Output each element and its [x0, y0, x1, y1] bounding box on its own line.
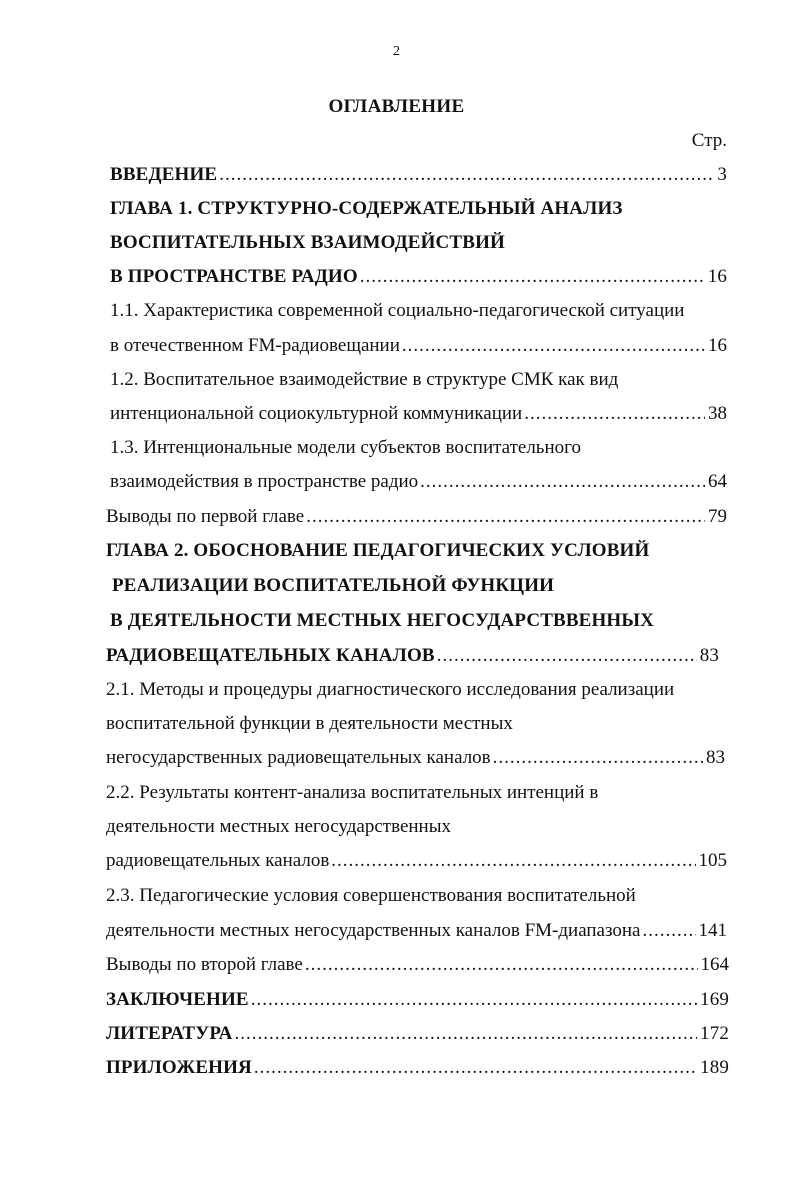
- toc-entry-page: 3: [717, 164, 727, 185]
- toc-entry-label: интенциональной социокультурной коммуникации: [110, 403, 523, 424]
- toc-entry-appendices[interactable]: [106, 1057, 729, 1079]
- toc-section-1-3-line-1[interactable]: 1.3. Интенциональные модели субъектов воспитательного: [110, 437, 581, 458]
- toc-entry-page: 64: [708, 471, 727, 492]
- toc-entry-label: радиовещательных каналов: [106, 850, 330, 871]
- toc-entry-page: 38: [708, 403, 727, 424]
- toc-entry-chapter-1[interactable]: [110, 266, 727, 288]
- toc-entry-section-2-2[interactable]: [106, 850, 727, 872]
- dot-leader: [219, 164, 714, 186]
- toc-section-1-1-line-1[interactable]: 1.1. Характеристика современной социально-педагогической ситуации: [110, 300, 685, 321]
- toc-entry-chapter-2[interactable]: [106, 645, 719, 667]
- dot-leader: [642, 920, 695, 942]
- toc-entry-page: 172: [700, 1023, 729, 1044]
- toc-entry-label: ПРИЛОЖЕНИЯ: [106, 1057, 252, 1078]
- toc-entry-page: 83: [706, 747, 725, 768]
- page-column-label: Стр.: [691, 130, 727, 151]
- toc-entry-label: негосударственных радиовещательных каналов: [106, 747, 491, 768]
- toc-entry-page: 16: [708, 335, 727, 356]
- toc-entry-section-1-1[interactable]: [110, 335, 727, 357]
- dot-leader: [437, 645, 697, 667]
- toc-entry-chapter-2-conclusions[interactable]: [106, 954, 729, 976]
- toc-entry-label: Выводы по второй главе: [106, 954, 303, 975]
- dot-leader: [235, 1023, 698, 1045]
- toc-entry-section-2-3[interactable]: [106, 920, 727, 942]
- toc-entry-section-2-1[interactable]: [106, 747, 725, 769]
- dot-leader: [251, 989, 697, 1011]
- toc-entry-introduction[interactable]: [110, 164, 727, 186]
- dot-leader: [402, 335, 705, 357]
- toc-section-2-1-line-2[interactable]: воспитательной функции в деятельности местных: [106, 713, 513, 734]
- page-number: 2: [393, 44, 400, 59]
- dot-leader: [360, 266, 705, 288]
- toc-entry-page: 79: [708, 506, 727, 527]
- toc-entry-literature[interactable]: [106, 1023, 729, 1045]
- toc-entry-label: В ПРОСТРАНСТВЕ РАДИО: [110, 266, 358, 287]
- toc-section-2-1-line-1[interactable]: 2.1. Методы и процедуры диагностического исследования реализации: [106, 679, 675, 700]
- toc-entry-label: в отечественном FM-радиовещании: [110, 335, 400, 356]
- dot-leader: [306, 506, 705, 528]
- toc-chapter-2-line-1[interactable]: ГЛАВА 2. ОБОСНОВАНИЕ ПЕДАГОГИЧЕСКИХ УСЛОВИЙ: [106, 540, 650, 561]
- toc-entry-page: 16: [707, 266, 727, 287]
- dot-leader: [420, 471, 705, 493]
- toc-chapter-1-line-1[interactable]: ГЛАВА 1. СТРУКТУРНО-СОДЕРЖАТЕЛЬНЫЙ АНАЛИЗ: [110, 198, 623, 219]
- toc-entry-label: ВВЕДЕНИЕ: [110, 164, 218, 185]
- toc-entry-page: 141: [698, 920, 727, 941]
- toc-chapter-1-line-2[interactable]: ВОСПИТАТЕЛЬНЫХ ВЗАИМОДЕЙСТВИЙ: [110, 232, 505, 253]
- toc-entry-label: ЛИТЕРАТУРА: [106, 1023, 233, 1044]
- toc-entry-page: 105: [698, 850, 727, 871]
- dot-leader: [305, 954, 698, 976]
- dot-leader: [331, 850, 695, 872]
- toc-entry-label: Выводы по первой главе: [106, 506, 305, 527]
- toc-section-1-2-line-1[interactable]: 1.2. Воспитательное взаимодействие в структуре СМК как вид: [110, 369, 619, 390]
- toc-chapter-2-line-3[interactable]: В ДЕЯТЕЛЬНОСТИ МЕСТНЫХ НЕГОСУДАРСТВВЕННЫХ: [110, 610, 655, 631]
- toc-section-2-3-line-1[interactable]: 2.3. Педагогические условия совершенствования воспитательной: [106, 885, 636, 906]
- toc-entry-label: взаимодействия в пространстве радио: [110, 471, 419, 492]
- toc-entry-label: ЗАКЛЮЧЕНИЕ: [106, 989, 249, 1010]
- toc-chapter-2-line-2[interactable]: РЕАЛИЗАЦИИ ВОСПИТАТЕЛЬНОЙ ФУНКЦИИ: [112, 575, 555, 596]
- toc-section-2-2-line-2[interactable]: деятельности местных негосударственных: [106, 816, 451, 837]
- toc-entry-section-1-2[interactable]: [110, 403, 727, 425]
- toc-entry-page: 169: [700, 989, 729, 1010]
- dot-leader: [524, 403, 705, 425]
- toc-section-2-2-line-1[interactable]: 2.2. Результаты контент-анализа воспитательных интенций в: [106, 782, 599, 803]
- dot-leader: [254, 1057, 697, 1079]
- toc-entry-section-1-3[interactable]: [110, 471, 727, 493]
- toc-entry-label: РАДИОВЕЩАТЕЛЬНЫХ КАНАЛОВ: [106, 645, 435, 666]
- toc-entry-chapter-1-conclusions[interactable]: [106, 506, 727, 528]
- dot-leader: [493, 747, 703, 769]
- toc-entry-page: 164: [700, 954, 729, 975]
- toc-entry-page: 83: [699, 645, 719, 666]
- toc-entry-label: деятельности местных негосударственных каналов FM-диапазона: [106, 920, 641, 941]
- toc-entry-conclusion[interactable]: [106, 989, 729, 1011]
- toc-title: ОГЛАВЛЕНИЕ: [328, 96, 465, 117]
- toc-entry-page: 189: [700, 1057, 729, 1078]
